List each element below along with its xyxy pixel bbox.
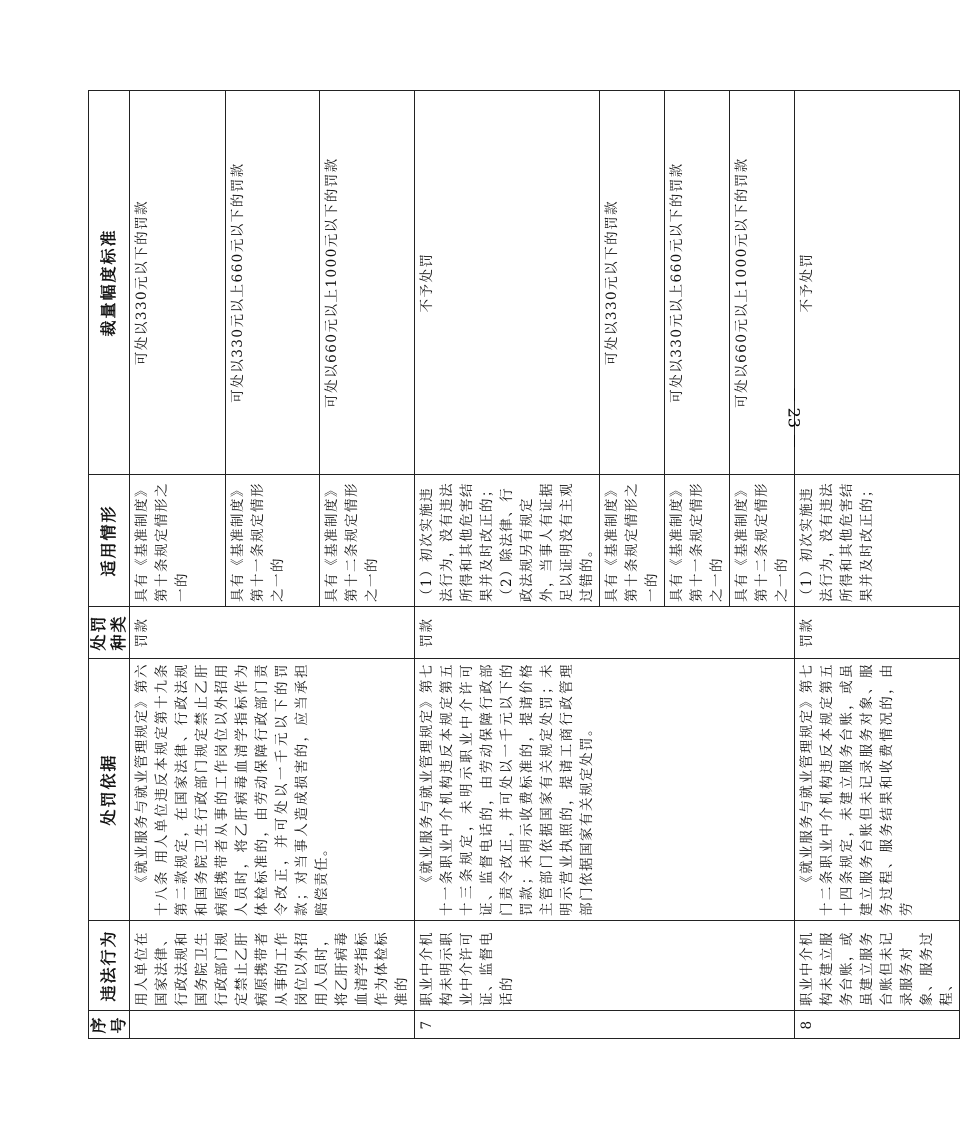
table-row — [415, 91, 600, 1039]
applicable-situation: 具有《基准制度》第十一条规定情形之一的 — [665, 475, 730, 607]
header-no: 序号 — [89, 1011, 130, 1039]
header-basis: 处罚依据 — [89, 659, 130, 921]
page-number: － 23 － — [784, 386, 804, 450]
penalty-type: 罚款 — [130, 607, 415, 659]
discretion-standard: 可处以660元以上1000元以下的罚款 — [730, 91, 795, 475]
table-row — [795, 91, 960, 1039]
header-situation: 适用情形 — [89, 475, 130, 607]
penalty-basis: 《就业服务与就业管理规定》第七十一条职业中介机构违反本规定第五十三条规定，未明示职业中介许可证、监督电话的，由劳动保障行政部门责令改正，并可处以一千元以下的罚款；未明示收费标准的，提请价格主管部门依据国家有关规定处罚；未明示营业执照的，提请工商行政管理部门依据国家有关规定处罚。 — [415, 659, 795, 921]
violation-behavior: 职业中介机构未建立服务台账，或虽建立服务台账但未记录服务对象、服务过程、 — [795, 921, 960, 1011]
violation-behavior: 用人单位在国家法律、行政法规和国务院卫生行政部门规定禁止乙肝病原携带者从事的工作岗位以外招用人员时，将乙肝病毒血清学指标作为体检标准的 — [130, 921, 415, 1011]
penalty-table — [88, 90, 960, 1039]
penalty-type: 罚款 — [415, 607, 795, 659]
header-behavior: 违法行为 — [89, 921, 130, 1011]
discretion-standard: 可处以330元以下的罚款 — [130, 91, 226, 475]
penalty-type: 罚款 — [795, 607, 960, 659]
applicable-situation: （1）初次实施违法行为，没有违法所得和其他危害结果并及时改正的； — [795, 475, 960, 607]
penalty-basis: 《就业服务与就业管理规定》第六十八条 用人单位违反本规定第十九条第二款规定，在国家法律、行政法规和国务院卫生行政部门规定禁止乙肝病原携带者从事的工作岗位以外招用人员时，将乙肝病毒血清学指标作为体检标准的，由劳动保障行政部门责令改正，并可处以一千元以下的罚款；对当事人造成损害的，应当承担赔偿责任。 — [130, 659, 415, 921]
discretion-standard: 可处以330元以上660元以下的罚款 — [225, 91, 320, 475]
discretion-standard: 可处以330元以下的罚款 — [600, 91, 665, 475]
applicable-situation: 具有《基准制度》第十一条规定情形之一的 — [225, 475, 320, 607]
discretion-standard: 不予处罚 — [415, 91, 600, 475]
table-row — [130, 91, 226, 1039]
header-type: 处罚种类 — [89, 607, 130, 659]
applicable-situation: 具有《基准制度》第十二条规定情形之一的 — [320, 475, 415, 607]
discretion-standard: 可处以330元以上660元以下的罚款 — [665, 91, 730, 475]
row-number — [130, 1011, 415, 1039]
discretion-standard: 不予处罚 — [795, 91, 960, 475]
applicable-situation: 具有《基准制度》第十条规定情形之一的 — [600, 475, 665, 607]
applicable-situation: 具有《基准制度》第十条规定情形之一的 — [130, 475, 226, 607]
header-row — [89, 91, 130, 1039]
header-standard: 裁量幅度标准 — [89, 91, 130, 475]
applicable-situation: （1）初次实施违法行为，没有违法所得和其他危害结果并及时改正的；（2）除法律、行政法规另有规定外，当事人有证据足以证明没有主观过错的。 — [415, 475, 600, 607]
row-number: 8 — [795, 1011, 960, 1039]
penalty-basis: 《就业服务与就业管理规定》第七十二条职业中介机构违反本规定第五十四条规定，未建立服务台账，或虽建立服务台账但未记录服务对象、服务过程、服务结果和收费情况的，由劳 — [795, 659, 960, 921]
row-number: 7 — [415, 1011, 795, 1039]
applicable-situation: 具有《基准制度》第十二条规定情形之一的 — [730, 475, 795, 607]
discretion-standard: 可处以660元以上1000元以下的罚款 — [320, 91, 415, 475]
violation-behavior: 职业中介机构未明示职业中介许可证、监督电话的 — [415, 921, 795, 1011]
